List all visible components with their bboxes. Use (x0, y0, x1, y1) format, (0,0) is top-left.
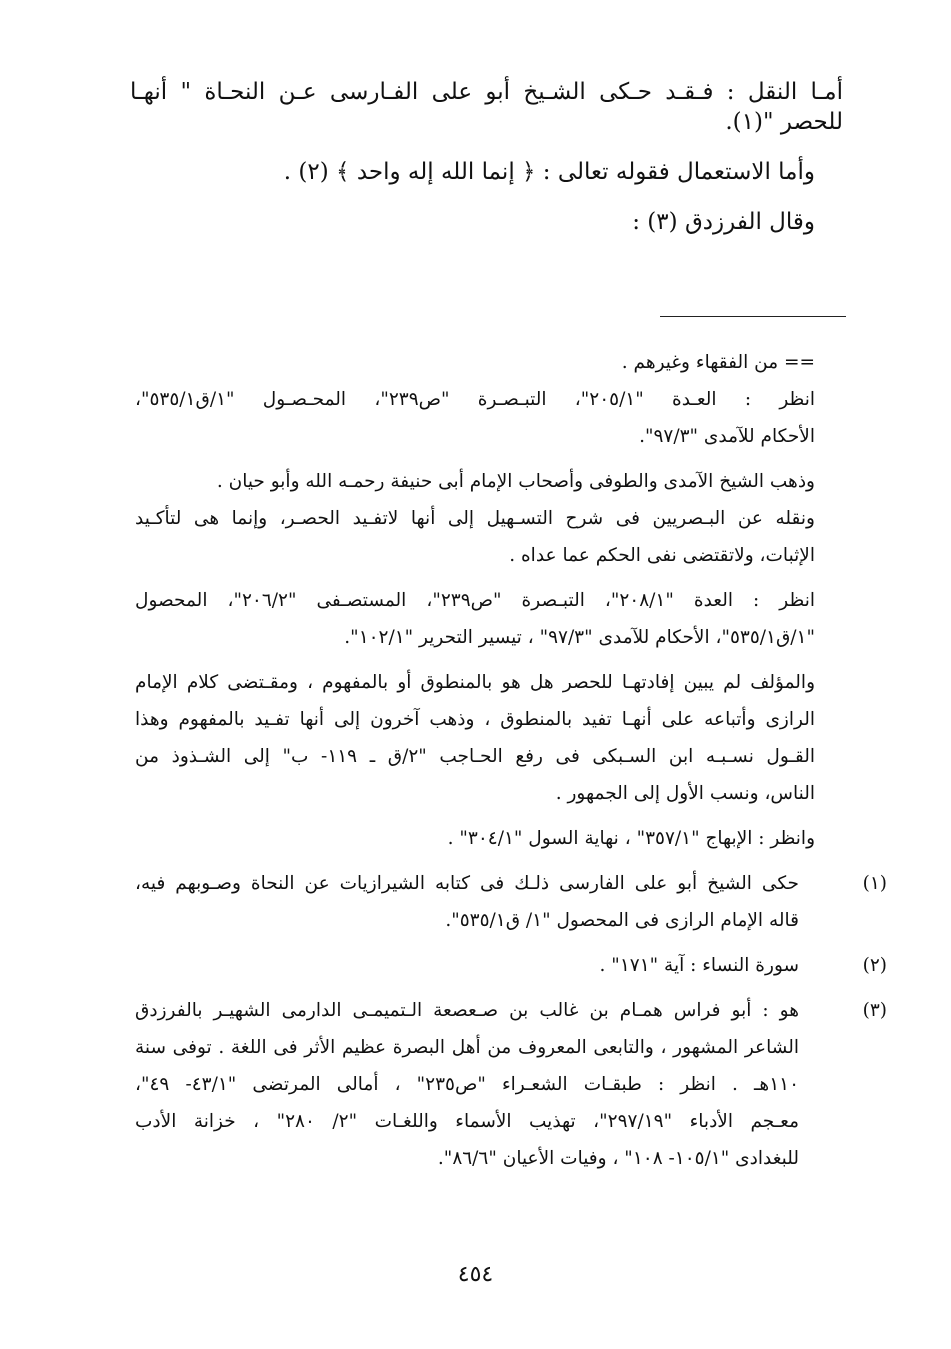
footnote-body (135, 947, 843, 984)
note-line: "١/ق٥٣٥/١"، الأحكام للآمدى "٩٧/٣" ، تيسير التحرير "١٠٢/١". (344, 627, 815, 648)
note-line: الإثبات، ولاتقتضى نفى الحكم عما عداه . (509, 545, 815, 566)
footnote-1 (135, 865, 887, 939)
note-line: انظر : العدة "٢٠٨/١"، التبـصرة "ص٢٣٩"، المستصـفى "٢٠٦/٢"، المحصول (135, 590, 815, 611)
note-line: هو : أبو فراس همـام بن غالب بن صـعصعة الـتميمـى الدارمى الشهيـر بالفرزدق (135, 1000, 799, 1021)
footnote-body (135, 865, 843, 939)
footnote-number: (٢) (862, 955, 887, 976)
note-line: ونقله عن البـصريين فى شرح التسـهيل إلى أنها لاتفـيد الحصـر، وإنما هى لتأكـيد (135, 508, 815, 529)
note-line: وانظر : الإبهاج "٣٥٧/١" ، نهاية السول "٣٠٤/١" . (447, 828, 815, 849)
footnotes-area (135, 344, 887, 1185)
page-number: ٤٥٤ (457, 1262, 494, 1287)
note-line: الناس، ونسب الأول إلى الجمهور . (555, 783, 815, 804)
note-line: حكى الشيخ أبو على الفارسى ذلـك فى كتابه الشيرازيات عن النحاة وصـوبهم فيه، (135, 873, 799, 894)
note-line: انظر : العـدة "٢٠٥/١"، التبـصـرة "ص٢٣٩"، المحـصـول "١/ق٥٣٥/١"، (135, 389, 815, 410)
footnote-separator (660, 316, 846, 317)
main-line-4: وقال الفرزدق (٣) : (632, 209, 815, 235)
note-continuation: == من الفقهاء وغيرهم . (621, 352, 815, 373)
note-line: سورة النساء : آية "١٧١" . (599, 955, 799, 976)
note-line: الأحكام للآمدى "٩٧/٣". (639, 426, 815, 447)
note-line: وذهب الشيخ الآمدى والطوفى وأصحاب الإمام أبى حنيفة رحمـه الله وأبو حيان . (216, 471, 815, 492)
main-text (130, 70, 843, 244)
note-line: قاله الإمام الرازى فى المحصول "١/ ق٥٣٥/١". (445, 910, 799, 931)
note-paragraph-4 (135, 664, 843, 812)
note-line: والمؤلف لم يبين إفادتهـا للحصر هل هو بالمنطوق أو بالمفهوم ، ومقـتضى كلام الإمام (135, 672, 815, 693)
note-line: ١١٠هـ . انظر : طبقـات الشعـراء "ص٢٣٥" ، أمالى المرتضى "٤٣/١- ٤٩"، (135, 1074, 800, 1095)
note-line: القـول نسـبـه ابن السـبكى فى رفع الحـاجب "٢/ق ـ ١١٩- ب" إلى الشـذوذ من (135, 746, 815, 767)
main-line-1: أمـا النقل : فـقـد حـكى الشـيخ أبو على الفـارسى عـن النحـاة " أنهـا (130, 79, 843, 105)
note-line: معـجم الأدباء "٢٩٧/١٩"، تهذيب الأسماء واللغـات "٢/ ٢٨٠" ، خزانة الأدب (135, 1111, 799, 1132)
footnote-number: (٣) (862, 1000, 887, 1021)
footnote-body (135, 992, 843, 1177)
note-line: للبغدادى "١٠٥/١- ١٠٨" ، وفيات الأعيان "٨٦/٦". (437, 1148, 799, 1169)
note-paragraph-1 (135, 381, 843, 455)
main-line-3: وأما الاستعمال فقوله تعالى : ﴿ إنما الله إله واحد ﴾ (٢) . (283, 159, 815, 185)
footnote-2 (135, 947, 887, 984)
note-line: الشاعر المشهور ، والتابعى المعروف من أهل البصرة عظيم الأثر فى اللغة . توفى سنة (135, 1037, 799, 1058)
main-line-2: للحصر "(١). (725, 109, 843, 135)
note-paragraph-2 (135, 463, 843, 574)
footnote-number: (١) (862, 873, 887, 894)
note-paragraph-5 (135, 820, 843, 857)
footnote-3 (135, 992, 887, 1177)
note-paragraph-3 (135, 582, 843, 656)
note-line: الرازى وأتباعه على أنهـا تفيد بالمنطوق ، وذهب آخرون إلى أنها تفـيد بالمفهوم وهذا (135, 709, 815, 730)
